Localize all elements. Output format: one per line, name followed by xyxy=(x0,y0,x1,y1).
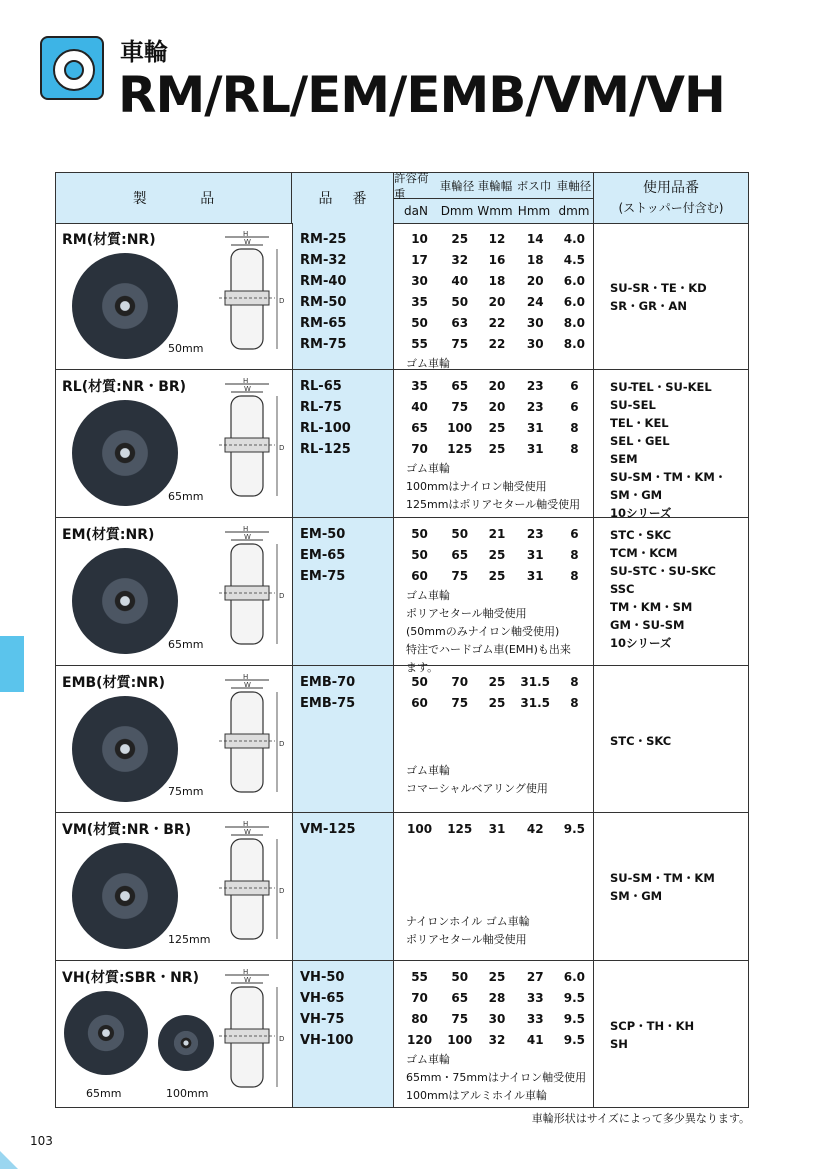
spec-row xyxy=(398,524,594,545)
spec-value: 23 xyxy=(526,527,544,541)
page-number: 103 xyxy=(30,1134,53,1148)
spec-value: 6.0 xyxy=(563,295,586,309)
spec-value: 30 xyxy=(526,316,544,330)
wheel-photo xyxy=(72,548,178,654)
spec-value: 50 xyxy=(451,970,469,984)
compatible-models xyxy=(610,1017,694,1053)
part-number: RL-65 xyxy=(300,379,342,394)
spec-value: 30 xyxy=(411,274,428,288)
spec-value: 9.5 xyxy=(563,1012,586,1026)
spec-values xyxy=(398,524,594,587)
compatible-model: SR・GR・AN xyxy=(610,299,687,313)
spec-value: 125 xyxy=(447,442,473,456)
header-unit: Wmm xyxy=(477,203,513,218)
footnote: 車輪形状はサイズによって多少異なります。 xyxy=(531,1112,750,1125)
diagram-d-label: D xyxy=(279,297,285,305)
part-number: EMB-75 xyxy=(300,696,356,711)
compatible-models xyxy=(610,526,716,652)
diagram-d-label: D xyxy=(279,444,285,452)
spec-value: 42 xyxy=(526,822,544,836)
note-line: 100mmはアルミホイル車輪 xyxy=(406,1089,547,1102)
spec-row xyxy=(398,397,594,418)
spec-value: 55 xyxy=(411,970,428,984)
diagram-h-label: H xyxy=(243,378,249,385)
spec-row xyxy=(398,967,594,988)
compatible-model: 10シリーズ xyxy=(610,636,672,650)
spec-value: 12 xyxy=(488,232,506,246)
spec-value: 4.0 xyxy=(563,232,586,246)
header-product xyxy=(56,173,292,223)
part-number: RM-65 xyxy=(300,316,347,331)
spec-value: 6.0 xyxy=(563,274,586,288)
wheel-photo xyxy=(64,991,148,1075)
spec-values xyxy=(398,672,594,714)
spec-value: 9.5 xyxy=(563,1033,586,1047)
product-name: VH(材質:SBR・NR) xyxy=(62,970,199,986)
part-number: RL-100 xyxy=(300,421,351,436)
spec-value: 125 xyxy=(447,822,473,836)
spec-value: 25 xyxy=(451,232,469,246)
compatible-model: TCM・KCM xyxy=(610,546,678,560)
compatible-models xyxy=(610,732,671,750)
part-number-list xyxy=(300,819,356,840)
spec-value: 24 xyxy=(526,295,544,309)
spec-value: 6 xyxy=(570,527,579,541)
compatible-model: SU-SM・TM・KM xyxy=(610,871,715,885)
spec-value: 70 xyxy=(411,991,428,1005)
compatible-model: TM・KM・SM xyxy=(610,600,693,614)
header-spec-boss: ボス巾 xyxy=(516,178,552,193)
product-name: RL(材質:NR・BR) xyxy=(62,379,187,395)
spec-value: 120 xyxy=(407,1033,433,1047)
spec-value: 18 xyxy=(526,253,544,267)
product-notes xyxy=(406,1051,586,1105)
spec-row xyxy=(398,250,594,271)
spec-value: 65 xyxy=(451,548,469,562)
spec-value: 35 xyxy=(411,379,428,393)
spec-values xyxy=(398,819,594,840)
spec-row xyxy=(398,271,594,292)
diagram-h-label: H xyxy=(243,674,249,681)
header-part-number xyxy=(292,173,394,223)
spec-value: 8.0 xyxy=(563,316,586,330)
spec-value: 22 xyxy=(488,337,506,351)
spec-value: 50 xyxy=(451,295,469,309)
spec-value: 17 xyxy=(411,253,428,267)
header-usage-sub: (ストッパー付含む) xyxy=(618,201,724,215)
note-line: 100mmはナイロン軸受使用 xyxy=(406,480,547,493)
spec-value: 31 xyxy=(488,822,506,836)
header-specs xyxy=(394,170,594,223)
spec-value: 75 xyxy=(451,569,469,583)
wheel-size-label: 50mm xyxy=(168,342,204,355)
spec-row xyxy=(398,376,594,397)
compatible-model: 10シリーズ xyxy=(610,506,672,520)
spec-value: 8 xyxy=(570,696,579,710)
spec-value: 31.5 xyxy=(520,675,550,689)
compatible-model: SU-SEL xyxy=(610,398,656,412)
part-number-list xyxy=(300,229,346,355)
spec-value: 8 xyxy=(570,548,579,562)
spec-value: 50 xyxy=(411,675,428,689)
spec-value: 75 xyxy=(451,696,469,710)
spec-value: 40 xyxy=(411,400,428,414)
spec-values xyxy=(398,229,594,355)
section-tab xyxy=(0,636,24,692)
diagram-d-label: D xyxy=(279,740,285,748)
diagram-d-label: D xyxy=(279,887,285,895)
spec-value: 9.5 xyxy=(563,822,586,836)
spec-row xyxy=(398,693,594,714)
spec-value: 80 xyxy=(411,1012,428,1026)
spec-value: 25 xyxy=(488,442,506,456)
wheel-cross-section-diagram xyxy=(211,674,291,799)
diagram-w-label: W xyxy=(244,976,251,984)
spec-value: 75 xyxy=(451,337,469,351)
product-table xyxy=(55,172,749,1108)
spec-value: 6 xyxy=(570,379,579,393)
part-number: EMB-70 xyxy=(300,675,356,690)
header-spec-diameter: 車輪径 xyxy=(439,178,475,193)
table-row xyxy=(56,223,748,370)
wheel-photo xyxy=(158,1015,214,1071)
spec-value: 41 xyxy=(526,1033,544,1047)
product-name: EM(材質:NR) xyxy=(62,527,155,543)
spec-row xyxy=(398,988,594,1009)
part-number: RM-40 xyxy=(300,274,347,289)
wheel-size-label: 65mm xyxy=(86,1087,122,1100)
spec-value: 14 xyxy=(526,232,544,246)
spec-row xyxy=(398,439,594,460)
compatible-model: SU-SR・TE・KD xyxy=(610,281,707,295)
spec-value: 25 xyxy=(488,421,506,435)
compatible-model: SCP・TH・KH xyxy=(610,1019,695,1033)
spec-value: 25 xyxy=(488,569,506,583)
spec-row xyxy=(398,292,594,313)
table-row xyxy=(56,666,748,813)
compatible-model: TEL・KEL xyxy=(610,416,669,430)
spec-value: 55 xyxy=(411,337,428,351)
diagram-d-label: D xyxy=(279,592,285,600)
wheel-cross-section-diagram xyxy=(211,969,291,1094)
compatible-model: STC・SKC xyxy=(610,734,672,748)
diagram-w-label: W xyxy=(244,385,251,393)
compatible-model: SU-TEL・SU-KEL xyxy=(610,380,712,394)
part-number-list xyxy=(300,376,351,460)
part-number: EM-75 xyxy=(300,569,346,584)
note-line: (50mmのみナイロン軸受使用) xyxy=(406,625,560,638)
spec-value: 65 xyxy=(411,421,428,435)
spec-value: 60 xyxy=(411,696,428,710)
spec-value: 31 xyxy=(526,569,544,583)
spec-value: 20 xyxy=(526,274,544,288)
product-name: VM(材質:NR・BR) xyxy=(62,822,192,838)
product-notes xyxy=(406,913,530,949)
header-product-char: 製 xyxy=(132,191,147,207)
spec-row xyxy=(398,229,594,250)
spec-value: 4.5 xyxy=(563,253,586,267)
wheel-size-label: 65mm xyxy=(168,490,204,503)
table-row xyxy=(56,961,748,1107)
spec-row xyxy=(398,672,594,693)
compatible-model: SU-STC・SU-SKC xyxy=(610,564,716,578)
diagram-w-label: W xyxy=(244,238,251,246)
diagram-h-label: H xyxy=(243,231,249,238)
spec-value: 16 xyxy=(488,253,506,267)
note-line: 65mm・75mmはナイロン軸受使用 xyxy=(406,1071,587,1084)
page-corner-mark xyxy=(0,1151,18,1169)
spec-value: 32 xyxy=(488,1033,506,1047)
note-line: ゴム車輪 xyxy=(406,462,450,475)
header-usage-title: 使用品番 xyxy=(643,180,699,196)
spec-value: 8 xyxy=(570,569,579,583)
compatible-models xyxy=(610,869,715,905)
spec-value: 27 xyxy=(526,970,544,984)
compatible-model: SSC xyxy=(610,582,635,596)
diagram-h-label: H xyxy=(243,526,249,533)
compatible-model: SEL・GEL xyxy=(610,434,670,448)
compatible-model: SEM xyxy=(610,452,638,466)
diagram-d-label: D xyxy=(279,1035,285,1043)
wheel-photo xyxy=(72,843,178,949)
table-row xyxy=(56,518,748,674)
note-line: ゴム車輪 xyxy=(406,1053,450,1066)
part-number: RM-75 xyxy=(300,337,347,352)
compatible-model: GM・SU-SM xyxy=(610,618,685,632)
compatible-model: SU-SM・TM・KM・SM・GM xyxy=(610,470,727,502)
spec-values xyxy=(398,967,594,1051)
spec-value: 8 xyxy=(570,421,579,435)
spec-value: 50 xyxy=(411,316,428,330)
header-unit: daN xyxy=(404,203,428,218)
part-number: RL-125 xyxy=(300,442,351,457)
spec-value: 8 xyxy=(570,675,579,689)
spec-value: 6.0 xyxy=(563,970,586,984)
note-line: ナイロンホイル ゴム車輪 xyxy=(406,915,530,928)
spec-value: 20 xyxy=(488,400,506,414)
spec-value: 65 xyxy=(451,379,469,393)
part-number: RM-25 xyxy=(300,232,347,247)
spec-value: 30 xyxy=(526,337,544,351)
spec-value: 33 xyxy=(526,991,544,1005)
category-label: 車輪 xyxy=(120,38,168,66)
spec-value: 22 xyxy=(488,316,506,330)
table-row xyxy=(56,370,748,518)
part-number: EM-65 xyxy=(300,548,346,563)
spec-value: 20 xyxy=(488,295,506,309)
product-name: EMB(材質:NR) xyxy=(62,675,166,691)
part-number: VH-100 xyxy=(300,1033,354,1048)
wheel-size-label: 100mm xyxy=(166,1087,209,1100)
spec-value: 18 xyxy=(488,274,506,288)
header-usage xyxy=(594,173,748,223)
header-unit: Dmm xyxy=(440,203,474,218)
part-number: RM-32 xyxy=(300,253,347,268)
spec-row xyxy=(398,334,594,355)
spec-value: 32 xyxy=(451,253,469,267)
part-number-list xyxy=(300,967,353,1051)
note-line: ゴム車輪 xyxy=(406,589,450,602)
spec-row xyxy=(398,1030,594,1051)
part-number-list xyxy=(300,524,345,587)
compatible-model: SM・GM xyxy=(610,889,663,903)
product-notes xyxy=(406,587,571,677)
spec-value: 9.5 xyxy=(563,991,586,1005)
note-line: コマーシャルベアリング使用 xyxy=(406,782,548,795)
part-number: VM-125 xyxy=(300,822,356,837)
compatible-model: SH xyxy=(610,1037,628,1051)
spec-row xyxy=(398,1009,594,1030)
wheel-cross-section-diagram xyxy=(211,821,291,946)
spec-value: 31 xyxy=(526,442,544,456)
spec-row xyxy=(398,566,594,587)
wheel-size-label: 75mm xyxy=(168,785,204,798)
note-line: ポリアセタール軸受使用 xyxy=(406,607,527,620)
wheel-cross-section-diagram xyxy=(211,378,291,503)
spec-value: 6 xyxy=(570,400,579,414)
spec-value: 50 xyxy=(451,527,469,541)
spec-value: 25 xyxy=(488,970,506,984)
note-line: ゴム車輪 xyxy=(406,764,450,777)
spec-value: 25 xyxy=(488,548,506,562)
note-line: 特注でハードゴム車(EMH)も出来 xyxy=(406,643,571,656)
part-number: EM-50 xyxy=(300,527,346,542)
spec-value: 70 xyxy=(451,675,469,689)
product-notes xyxy=(406,762,548,798)
compatible-models xyxy=(610,279,707,315)
diagram-w-label: W xyxy=(244,828,251,836)
spec-value: 8 xyxy=(570,442,579,456)
product-notes xyxy=(406,460,580,514)
header-product-char: 品 xyxy=(200,191,215,207)
spec-value: 30 xyxy=(488,1012,506,1026)
spec-value: 20 xyxy=(488,379,506,393)
spec-value: 60 xyxy=(411,569,428,583)
spec-value: 63 xyxy=(451,316,469,330)
spec-value: 25 xyxy=(488,696,506,710)
spec-value: 25 xyxy=(488,675,506,689)
table-row xyxy=(56,813,748,961)
spec-row xyxy=(398,545,594,566)
wheel-photo xyxy=(72,696,178,802)
spec-value: 75 xyxy=(451,1012,469,1026)
spec-value: 23 xyxy=(526,379,544,393)
wheel-size-label: 65mm xyxy=(168,638,204,651)
spec-value: 28 xyxy=(488,991,506,1005)
part-number-list xyxy=(300,672,355,714)
note-line: ます。 xyxy=(406,661,439,674)
spec-value: 31 xyxy=(526,548,544,562)
page-title: RM/RL/EM/EMB/VM/VH xyxy=(118,66,725,124)
spec-row xyxy=(398,313,594,334)
wheel-photo xyxy=(72,253,178,359)
wheel-cross-section-diagram xyxy=(211,231,291,356)
spec-value: 100 xyxy=(447,1033,473,1047)
header-spec-axle: 車軸径 xyxy=(556,178,592,193)
diagram-h-label: H xyxy=(243,821,249,828)
spec-value: 50 xyxy=(411,548,428,562)
compatible-models xyxy=(610,378,748,522)
spec-value: 75 xyxy=(451,400,469,414)
wheel-photo xyxy=(72,400,178,506)
spec-value: 100 xyxy=(447,421,473,435)
note-line: 125mmはポリアセタール軸受使用 xyxy=(406,498,581,511)
spec-value: 8.0 xyxy=(563,337,586,351)
spec-value: 33 xyxy=(526,1012,544,1026)
header-spec-width: 車輪幅 xyxy=(477,178,513,193)
spec-value: 100 xyxy=(407,822,433,836)
note-line: ポリアセタール軸受使用 xyxy=(406,933,527,946)
product-name: RM(材質:NR) xyxy=(62,232,156,248)
part-number: VH-65 xyxy=(300,991,345,1006)
header-part-char: 品 xyxy=(318,191,333,207)
part-number: RM-50 xyxy=(300,295,347,310)
part-number: VH-75 xyxy=(300,1012,345,1027)
spec-value: 70 xyxy=(411,442,428,456)
diagram-h-label: H xyxy=(243,969,249,976)
spec-value: 31 xyxy=(526,421,544,435)
compatible-model: STC・SKC xyxy=(610,528,672,542)
spec-value: 50 xyxy=(411,527,428,541)
wheel-size-label: 125mm xyxy=(168,933,211,946)
spec-value: 40 xyxy=(451,274,469,288)
spec-row xyxy=(398,418,594,439)
spec-value: 35 xyxy=(411,295,428,309)
header-part-char: 番 xyxy=(352,191,367,207)
spec-value: 21 xyxy=(488,527,506,541)
part-number: VH-50 xyxy=(300,970,345,985)
spec-values xyxy=(398,376,594,460)
header-unit: dmm xyxy=(558,203,590,218)
spec-value: 31.5 xyxy=(520,696,550,710)
part-number: RL-75 xyxy=(300,400,342,415)
spec-value: 65 xyxy=(451,991,469,1005)
table-header xyxy=(56,170,748,224)
spec-value: 23 xyxy=(526,400,544,414)
header-spec-load: 許容荷重 xyxy=(394,170,429,201)
header-unit: Hmm xyxy=(517,203,551,218)
category-logo-icon xyxy=(40,36,104,100)
spec-value: 10 xyxy=(411,232,428,246)
diagram-w-label: W xyxy=(244,533,251,541)
wheel-cross-section-diagram xyxy=(211,526,291,651)
diagram-w-label: W xyxy=(244,681,251,689)
spec-row xyxy=(398,819,594,840)
note-line: ゴム車輪 xyxy=(406,357,450,370)
